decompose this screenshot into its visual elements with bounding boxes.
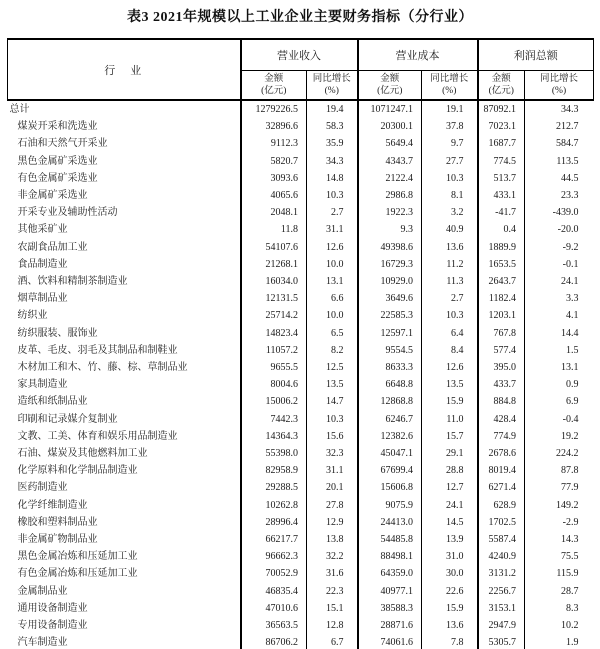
table-row <box>8 600 594 617</box>
cost-amount-cell: 9.3 <box>358 221 422 238</box>
cost-amount-cell: 74061.6 <box>358 634 422 649</box>
revenue-growth-cell: 35.9 <box>307 135 358 152</box>
profit-amount-cell: 6271.4 <box>478 479 525 496</box>
financial-indicators-table <box>7 38 594 649</box>
profit-amount-cell: 433.7 <box>478 376 525 393</box>
table-row <box>8 239 594 256</box>
profit-amount-cell: 577.4 <box>478 342 525 359</box>
revenue-amount-cell: 28996.4 <box>241 514 307 531</box>
cost-growth-cell: 11.3 <box>422 273 478 290</box>
industry-cell: 石油、煤炭及其他燃料加工业 <box>8 445 241 462</box>
revenue-growth-cell: 12.9 <box>307 514 358 531</box>
cost-amount-cell: 15606.8 <box>358 479 422 496</box>
cost-amount-cell: 38588.3 <box>358 600 422 617</box>
table-row <box>8 565 594 582</box>
profit-growth-cell: 584.7 <box>556 138 579 150</box>
cost-amount-cell: 20300.1 <box>358 118 422 135</box>
revenue-amount-cell: 55398.0 <box>241 445 307 462</box>
revenue-growth-cell: 8.2 <box>307 342 358 359</box>
industry-cell: 石油和天然气开采业 <box>8 135 241 152</box>
revenue-growth-cell: 6.6 <box>307 290 358 307</box>
industry-cell: 橡胶和塑料制品业 <box>8 514 241 531</box>
revenue-growth-cell: 15.6 <box>307 428 358 445</box>
cost-growth-cell: 13.5 <box>422 376 478 393</box>
cost-growth-cell: 8.1 <box>422 187 478 204</box>
subheader-revenue-amount <box>241 71 307 101</box>
profit-amount-cell: 1203.1 <box>478 307 525 324</box>
profit-amount-cell: 2947.9 <box>478 617 525 634</box>
cost-amount-cell: 5649.4 <box>358 135 422 152</box>
profit-amount-cell: 87092.1 <box>478 100 525 118</box>
table-row <box>8 204 594 221</box>
cost-growth-cell: 22.6 <box>422 583 478 600</box>
table-row <box>8 170 594 187</box>
table-row <box>8 359 594 376</box>
industry-cell: 专用设备制造业 <box>8 617 241 634</box>
profit-growth-cell: -0.4 <box>562 413 579 425</box>
cost-growth-cell: 19.1 <box>422 100 478 118</box>
cost-growth-cell: 10.3 <box>422 307 478 324</box>
industry-cell: 非金属矿物制品业 <box>8 531 241 548</box>
revenue-growth-cell: 13.5 <box>307 376 358 393</box>
subheader-line1: 同比增长 <box>430 74 469 84</box>
cost-growth-cell: 15.7 <box>422 428 478 445</box>
cost-growth-cell: 30.0 <box>422 565 478 582</box>
industry-cell: 开采专业及辅助性活动 <box>8 204 241 221</box>
industry-cell: 家具制造业 <box>8 376 241 393</box>
cost-growth-cell: 10.3 <box>422 170 478 187</box>
cost-growth-cell: 13.6 <box>422 617 478 634</box>
profit-growth-cell: 24.1 <box>561 276 579 288</box>
cost-amount-cell: 88498.1 <box>358 548 422 565</box>
profit-growth-cell: -9.2 <box>562 241 579 253</box>
industry-cell: 黑色金属冶炼和压延加工业 <box>8 548 241 565</box>
cost-amount-cell: 6246.7 <box>358 411 422 428</box>
table-row <box>8 135 594 152</box>
profit-growth-cell: -2.9 <box>562 516 579 528</box>
revenue-growth-cell: 32.3 <box>307 445 358 462</box>
subheader-line2: (亿元) <box>488 86 514 96</box>
industry-cell: 食品制造业 <box>8 256 241 273</box>
revenue-amount-cell: 15006.2 <box>241 393 307 410</box>
profit-growth-cell: 87.8 <box>561 465 579 477</box>
revenue-amount-cell: 1279226.5 <box>241 100 307 118</box>
revenue-growth-cell: 6.5 <box>307 325 358 342</box>
table-row <box>8 548 594 565</box>
profit-growth-cell: 44.5 <box>561 172 579 184</box>
revenue-amount-cell: 11057.2 <box>241 342 307 359</box>
industry-cell: 皮革、毛皮、羽毛及其制品和制鞋业 <box>8 342 241 359</box>
profit-amount-cell: 5305.7 <box>478 634 525 649</box>
cost-growth-cell: 2.7 <box>422 290 478 307</box>
table-row <box>8 479 594 496</box>
profit-growth-cell: 14.3 <box>561 534 579 546</box>
revenue-amount-cell: 86706.2 <box>241 634 307 649</box>
revenue-amount-cell: 96662.3 <box>241 548 307 565</box>
profit-growth-cell: -0.1 <box>562 258 579 270</box>
cost-growth-cell: 9.7 <box>422 135 478 152</box>
revenue-growth-cell: 22.3 <box>307 583 358 600</box>
revenue-amount-cell: 46835.4 <box>241 583 307 600</box>
cost-amount-cell: 2122.4 <box>358 170 422 187</box>
cost-growth-cell: 15.9 <box>422 600 478 617</box>
revenue-growth-cell: 15.1 <box>307 600 358 617</box>
subheader-revenue-growth <box>307 71 358 101</box>
subheader-profit-growth <box>525 71 594 101</box>
cost-amount-cell: 1922.3 <box>358 204 422 221</box>
revenue-growth-cell: 10.0 <box>307 307 358 324</box>
profit-growth-cell: -20.0 <box>557 224 579 236</box>
cost-growth-cell: 13.6 <box>422 239 478 256</box>
cost-amount-cell: 22585.3 <box>358 307 422 324</box>
revenue-amount-cell: 36563.5 <box>241 617 307 634</box>
cost-growth-cell: 14.5 <box>422 514 478 531</box>
revenue-amount-cell: 14364.3 <box>241 428 307 445</box>
profit-amount-cell: 433.1 <box>478 187 525 204</box>
table-row <box>8 118 594 135</box>
table-row <box>8 428 594 445</box>
profit-growth-cell: 77.9 <box>561 482 579 494</box>
table-row <box>8 376 594 393</box>
revenue-amount-cell: 5820.7 <box>241 153 307 170</box>
revenue-growth-cell: 31.6 <box>307 565 358 582</box>
profit-amount-cell: 8019.4 <box>478 462 525 479</box>
revenue-amount-cell: 32896.6 <box>241 118 307 135</box>
cost-growth-cell: 13.9 <box>422 531 478 548</box>
revenue-amount-cell: 66217.7 <box>241 531 307 548</box>
table-row <box>8 290 594 307</box>
page-title: 表3 2021年规模以上工业企业主要财务指标（分行业） <box>127 10 473 25</box>
cost-growth-cell: 29.1 <box>422 445 478 462</box>
profit-growth-cell: 19.2 <box>561 430 579 442</box>
table-row <box>8 256 594 273</box>
industry-cell: 有色金属矿采选业 <box>8 170 241 187</box>
revenue-growth-cell: 31.1 <box>307 221 358 238</box>
subheader-line2: (亿元) <box>261 86 287 96</box>
table-row <box>8 445 594 462</box>
table-body <box>8 100 594 649</box>
subheader-cost-growth <box>422 71 478 101</box>
cost-amount-cell: 10929.0 <box>358 273 422 290</box>
profit-amount-cell: 1702.5 <box>478 514 525 531</box>
profit-growth-cell: 28.7 <box>561 585 579 597</box>
subheader-profit-amount <box>478 71 525 101</box>
profit-growth-cell: -439.0 <box>552 207 579 219</box>
table-row <box>8 307 594 324</box>
cost-growth-cell: 12.6 <box>422 359 478 376</box>
subheader-line1: 同比增长 <box>312 74 351 84</box>
revenue-amount-cell: 29288.5 <box>241 479 307 496</box>
table-row <box>8 393 594 410</box>
profit-growth-cell: 0.9 <box>566 379 579 391</box>
profit-amount-cell: 2643.7 <box>478 273 525 290</box>
table-row <box>8 221 594 238</box>
revenue-amount-cell: 47010.6 <box>241 600 307 617</box>
subheader-line2: (亿元) <box>377 86 403 96</box>
cost-growth-cell: 31.0 <box>422 548 478 565</box>
profit-amount-cell: 1889.9 <box>478 239 525 256</box>
revenue-growth-cell: 12.8 <box>307 617 358 634</box>
table-row <box>8 617 594 634</box>
industry-cell: 通用设备制造业 <box>8 600 241 617</box>
table-row <box>8 153 594 170</box>
cost-amount-cell: 67699.4 <box>358 462 422 479</box>
profit-growth-cell: 149.2 <box>556 499 579 511</box>
cost-amount-cell: 49398.6 <box>358 239 422 256</box>
cost-amount-cell: 12382.6 <box>358 428 422 445</box>
revenue-amount-cell: 21268.1 <box>241 256 307 273</box>
cost-growth-cell: 6.4 <box>422 325 478 342</box>
industry-cell: 酒、饮料和精制茶制造业 <box>8 273 241 290</box>
table-row <box>8 273 594 290</box>
cost-amount-cell: 12597.1 <box>358 325 422 342</box>
profit-growth-cell: 224.2 <box>556 448 579 460</box>
profit-amount-cell: 5587.4 <box>478 531 525 548</box>
revenue-growth-cell: 6.7 <box>307 634 358 649</box>
subheader-line2: (%) <box>551 86 567 96</box>
industry-cell: 汽车制造业 <box>8 634 241 649</box>
cost-growth-cell: 11.0 <box>422 411 478 428</box>
industry-cell: 印刷和记录媒介复制业 <box>8 411 241 428</box>
industry-cell: 医药制造业 <box>8 479 241 496</box>
revenue-amount-cell: 16034.0 <box>241 273 307 290</box>
revenue-growth-cell: 14.8 <box>307 170 358 187</box>
subheader-line2: (%) <box>442 86 457 96</box>
profit-amount-cell: -41.7 <box>478 204 525 221</box>
revenue-growth-cell: 32.2 <box>307 548 358 565</box>
profit-growth-cell: 212.7 <box>556 121 579 133</box>
revenue-growth-cell: 13.1 <box>307 273 358 290</box>
table-row <box>8 462 594 479</box>
industry-cell: 烟草制品业 <box>8 290 241 307</box>
cost-growth-cell: 24.1 <box>422 497 478 514</box>
profit-growth-cell: 8.3 <box>566 602 579 614</box>
profit-amount-cell: 774.5 <box>478 153 525 170</box>
industry-cell: 文教、工美、体育和娱乐用品制造业 <box>8 428 241 445</box>
profit-amount-cell: 628.9 <box>478 497 525 514</box>
revenue-amount-cell: 12131.5 <box>241 290 307 307</box>
cost-growth-cell: 8.4 <box>422 342 478 359</box>
revenue-amount-cell: 10262.8 <box>241 497 307 514</box>
industry-cell: 农副食品加工业 <box>8 239 241 256</box>
revenue-amount-cell: 25714.2 <box>241 307 307 324</box>
industry-cell: 其他采矿业 <box>8 221 241 238</box>
cost-amount-cell: 28871.6 <box>358 617 422 634</box>
revenue-amount-cell: 2048.1 <box>241 204 307 221</box>
revenue-growth-cell: 10.3 <box>307 411 358 428</box>
cost-growth-cell: 37.8 <box>422 118 478 135</box>
profit-growth-cell: 1.9 <box>566 637 579 649</box>
revenue-amount-cell: 54107.6 <box>241 239 307 256</box>
profit-growth-cell: 14.4 <box>561 327 579 339</box>
profit-amount-cell: 0.4 <box>478 221 525 238</box>
profit-growth-cell: 23.3 <box>561 190 579 202</box>
revenue-growth-cell: 19.4 <box>307 100 358 118</box>
subheader-cost-amount <box>358 71 422 101</box>
profit-amount-cell: 1687.7 <box>478 135 525 152</box>
industry-cell: 黑色金属矿采选业 <box>8 153 241 170</box>
cost-growth-cell: 12.7 <box>422 479 478 496</box>
profit-growth-cell: 13.1 <box>561 362 579 374</box>
cost-amount-cell: 4343.7 <box>358 153 422 170</box>
cost-amount-cell: 2986.8 <box>358 187 422 204</box>
cost-amount-cell: 54485.8 <box>358 531 422 548</box>
table-row <box>8 342 594 359</box>
revenue-growth-cell: 10.3 <box>307 187 358 204</box>
subheader-line2: (%) <box>324 86 339 96</box>
profit-amount-cell: 3153.1 <box>478 600 525 617</box>
revenue-growth-cell: 14.7 <box>307 393 358 410</box>
industry-cell: 总计 <box>8 100 241 118</box>
cost-growth-cell: 7.8 <box>422 634 478 649</box>
profit-amount-cell: 3131.2 <box>478 565 525 582</box>
table-row <box>8 325 594 342</box>
revenue-amount-cell: 70052.9 <box>241 565 307 582</box>
revenue-amount-cell: 9112.3 <box>241 135 307 152</box>
cost-growth-cell: 11.2 <box>422 256 478 273</box>
revenue-amount-cell: 9655.5 <box>241 359 307 376</box>
industry-cell: 非金属矿采选业 <box>8 187 241 204</box>
profit-amount-cell: 513.7 <box>478 170 525 187</box>
industry-cell: 煤炭开采和洗选业 <box>8 118 241 135</box>
profit-amount-cell: 428.4 <box>478 411 525 428</box>
column-header-industry: 行 业 <box>8 39 241 100</box>
cost-growth-cell: 27.7 <box>422 153 478 170</box>
revenue-growth-cell: 2.7 <box>307 204 358 221</box>
revenue-growth-cell: 12.5 <box>307 359 358 376</box>
revenue-growth-cell: 10.0 <box>307 256 358 273</box>
profit-growth-cell: 4.1 <box>566 310 579 322</box>
profit-amount-cell: 395.0 <box>478 359 525 376</box>
revenue-growth-cell: 58.3 <box>307 118 358 135</box>
subheader-line1: 金额 <box>491 74 511 84</box>
revenue-amount-cell: 82958.9 <box>241 462 307 479</box>
profit-amount-cell: 774.9 <box>478 428 525 445</box>
subheader-line1: 金额 <box>380 74 400 84</box>
revenue-amount-cell: 11.8 <box>241 221 307 238</box>
cost-amount-cell: 6648.8 <box>358 376 422 393</box>
profit-amount-cell: 2678.6 <box>478 445 525 462</box>
revenue-amount-cell: 8004.6 <box>241 376 307 393</box>
table-row <box>8 100 594 118</box>
industry-cell: 有色金属冶炼和压延加工业 <box>8 565 241 582</box>
profit-growth-cell: 1.5 <box>566 344 579 356</box>
cost-amount-cell: 9075.9 <box>358 497 422 514</box>
table-header <box>8 39 594 100</box>
revenue-growth-cell: 31.1 <box>307 462 358 479</box>
table-row <box>8 634 594 649</box>
cost-growth-cell: 28.8 <box>422 462 478 479</box>
profit-amount-cell: 4240.9 <box>478 548 525 565</box>
table-row <box>8 497 594 514</box>
revenue-amount-cell: 3093.6 <box>241 170 307 187</box>
industry-cell: 纺织服装、服饰业 <box>8 325 241 342</box>
cost-growth-cell: 15.9 <box>422 393 478 410</box>
revenue-amount-cell: 4065.6 <box>241 187 307 204</box>
industry-cell: 化学纤维制造业 <box>8 497 241 514</box>
industry-cell: 金属制品业 <box>8 583 241 600</box>
profit-growth-cell: 113.5 <box>556 155 579 167</box>
industry-cell: 化学原料和化学制品制造业 <box>8 462 241 479</box>
revenue-growth-cell: 34.3 <box>307 153 358 170</box>
subheader-line1: 同比增长 <box>539 74 578 84</box>
cost-amount-cell: 16729.3 <box>358 256 422 273</box>
profit-amount-cell: 884.8 <box>478 393 525 410</box>
cost-growth-cell: 3.2 <box>422 204 478 221</box>
revenue-amount-cell: 7442.3 <box>241 411 307 428</box>
revenue-growth-cell: 27.8 <box>307 497 358 514</box>
cost-amount-cell: 3649.6 <box>358 290 422 307</box>
profit-growth-cell: 6.9 <box>566 396 579 408</box>
revenue-growth-cell: 13.8 <box>307 531 358 548</box>
profit-amount-cell: 2256.7 <box>478 583 525 600</box>
cost-amount-cell: 9554.5 <box>358 342 422 359</box>
column-group-total-profit: 利润总额 <box>478 39 594 71</box>
profit-growth-cell: 10.2 <box>561 620 579 632</box>
industry-cell: 木材加工和木、竹、藤、棕、草制品业 <box>8 359 241 376</box>
profit-growth-cell: 34.3 <box>561 104 579 115</box>
profit-amount-cell: 7023.1 <box>478 118 525 135</box>
cost-amount-cell: 24413.0 <box>358 514 422 531</box>
column-group-operating-revenue: 营业收入 <box>241 39 358 71</box>
industry-cell: 纺织业 <box>8 307 241 324</box>
cost-amount-cell: 45047.1 <box>358 445 422 462</box>
profit-growth-cell: 75.5 <box>561 551 579 563</box>
revenue-amount-cell: 14823.4 <box>241 325 307 342</box>
profit-growth-cell: 115.9 <box>556 568 579 580</box>
table-row <box>8 531 594 548</box>
cost-amount-cell: 12868.8 <box>358 393 422 410</box>
table-row <box>8 411 594 428</box>
table-row <box>8 514 594 531</box>
profit-amount-cell: 767.8 <box>478 325 525 342</box>
cost-growth-cell: 40.9 <box>422 221 478 238</box>
column-group-operating-cost: 营业成本 <box>358 39 478 71</box>
revenue-growth-cell: 20.1 <box>307 479 358 496</box>
revenue-growth-cell: 12.6 <box>307 239 358 256</box>
industry-cell: 造纸和纸制品业 <box>8 393 241 410</box>
cost-amount-cell: 64359.0 <box>358 565 422 582</box>
subheader-line1: 金额 <box>264 74 284 84</box>
cost-amount-cell: 8633.3 <box>358 359 422 376</box>
cost-amount-cell: 1071247.1 <box>358 100 422 118</box>
profit-growth-cell: 3.3 <box>566 293 579 305</box>
table-row <box>8 583 594 600</box>
table-row <box>8 187 594 204</box>
profit-amount-cell: 1182.4 <box>478 290 525 307</box>
cost-amount-cell: 40977.1 <box>358 583 422 600</box>
profit-amount-cell: 1653.5 <box>478 256 525 273</box>
